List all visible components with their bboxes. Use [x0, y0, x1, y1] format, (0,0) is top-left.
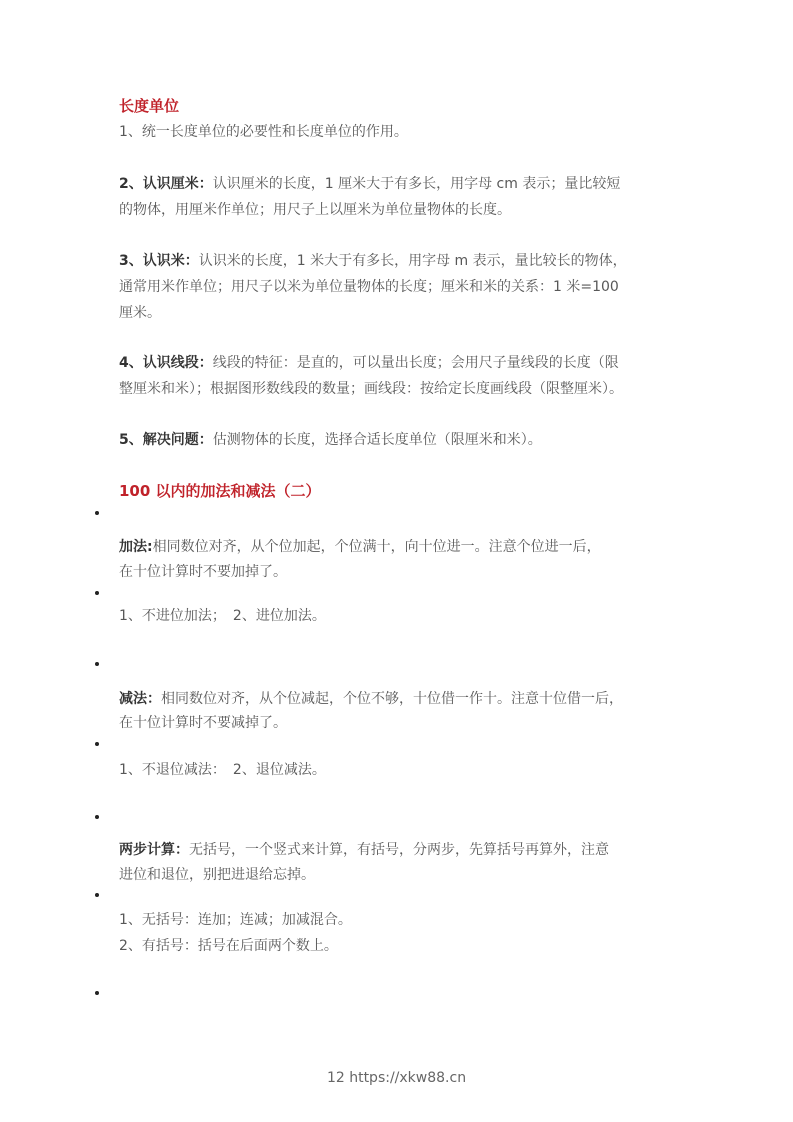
bullet-icon	[95, 591, 99, 595]
page-footer: 12 https://xkw88.cn	[326, 1070, 467, 1086]
item-text: 相同数位对齐，从个位加起，个位满十，向十位进一。注意个位进一后，	[152, 539, 601, 555]
item-label: 4、认识线段：	[119, 355, 213, 371]
subtraction-types: 1、不退位减法： 2、退位减法。	[119, 762, 326, 778]
addition-types: 1、不进位加法； 2、进位加法。	[119, 608, 326, 624]
bullet-icon	[95, 511, 99, 515]
subtraction-line1	[119, 689, 623, 709]
item-label: 减法：	[119, 691, 161, 707]
bullet-icon	[95, 662, 99, 666]
section-title-addition-subtraction: 100 以内的加法和减法（二）	[119, 482, 321, 500]
two-step-line1	[119, 840, 609, 860]
two-step-type1: 1、无括号：连加；连减；加减混合。	[119, 912, 352, 928]
subtraction-line2: 在十位计算时不要减掉了。	[119, 715, 287, 731]
item-label: 加法:	[119, 539, 153, 555]
length-item-4-line1	[119, 353, 619, 373]
length-item-1: 1、统一长度单位的必要性和长度单位的作用。	[119, 124, 408, 140]
length-item-2-line1	[119, 174, 620, 194]
item-text: 线段的特征：是直的，可以量出长度；会用尺子量线段的长度（限	[212, 355, 619, 371]
length-item-5	[119, 430, 542, 450]
item-label: 3、认识米：	[119, 253, 199, 269]
item-text: 相同数位对齐，从个位减起，个位不够，十位借一作十。注意十位借一后，	[161, 691, 623, 707]
item-text: 无括号，一个竖式来计算，有括号，分两步，先算括号再算外，注意	[189, 842, 609, 858]
length-item-3-line2: 通常用米作单位；用尺子以米为单位量物体的长度；厘米和米的关系：1 米=100	[119, 279, 619, 295]
item-text: 认识厘米的长度，1 厘米大于有多长，用字母 cm 表示；量比较短	[212, 176, 621, 192]
two-step-line2: 进位和退位，别把进退给忘掉。	[119, 867, 315, 883]
addition-line1	[119, 537, 601, 557]
item-label: 5、解决问题：	[119, 432, 213, 448]
section-title-length-units: 长度单位	[119, 97, 180, 115]
bullet-icon	[95, 815, 99, 819]
bullet-icon	[95, 991, 99, 995]
addition-line2: 在十位计算时不要加掉了。	[119, 564, 287, 580]
bullet-icon	[95, 742, 99, 746]
length-item-3-line1	[119, 251, 627, 271]
length-item-3-line3: 厘米。	[119, 305, 161, 321]
item-label: 两步计算：	[119, 842, 189, 858]
two-step-type2: 2、有括号：括号在后面两个数上。	[119, 938, 338, 954]
item-text: 认识米的长度，1 米大于有多长，用字母 m 表示，量比较长的物体，	[198, 253, 627, 269]
item-label: 2、认识厘米：	[119, 176, 213, 192]
length-item-2-line2: 的物体，用厘米作单位；用尺子上以厘米为单位量物体的长度。	[119, 202, 511, 218]
length-item-4-line2: 整厘米和米）；根据图形数线段的数量；画线段：按给定长度画线段（限整厘米）。	[119, 381, 623, 397]
bullet-icon	[95, 893, 99, 897]
item-text: 估测物体的长度，选择合适长度单位（限厘米和米）。	[212, 432, 542, 448]
